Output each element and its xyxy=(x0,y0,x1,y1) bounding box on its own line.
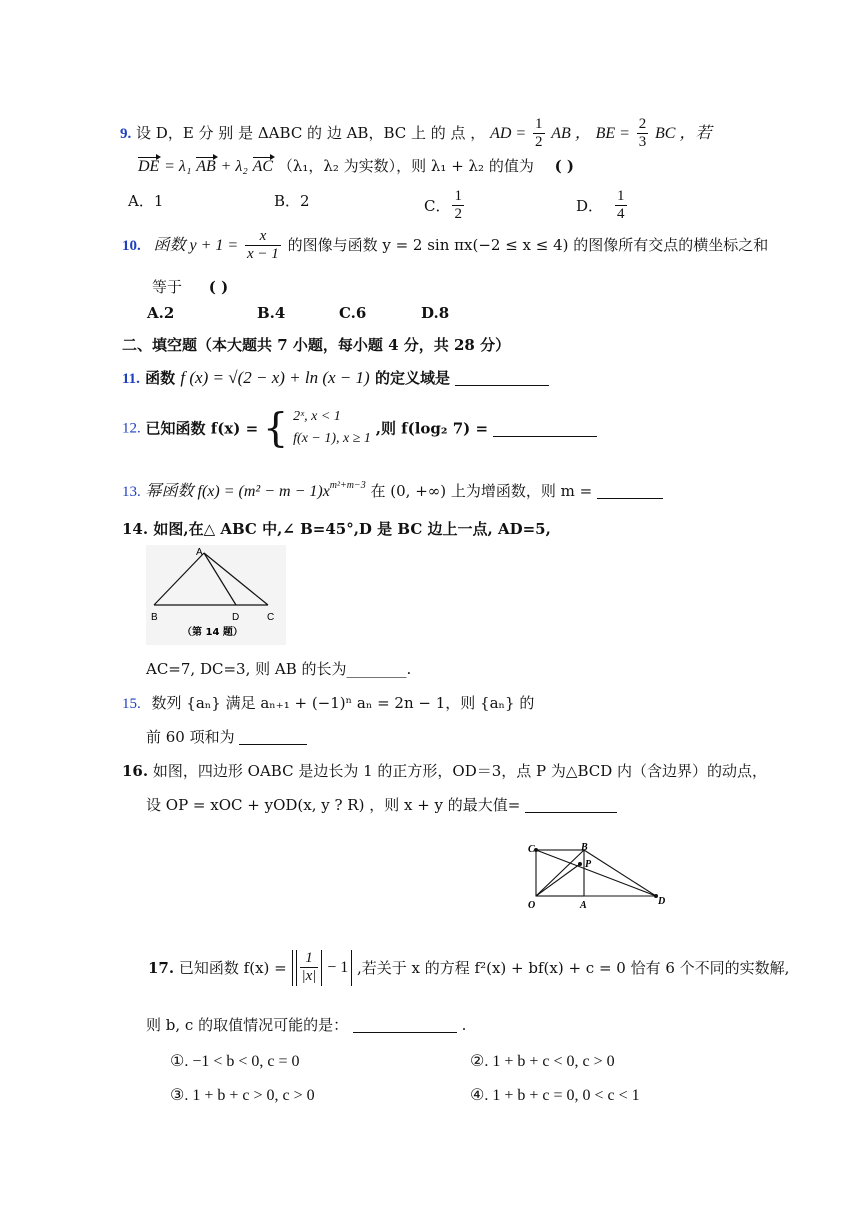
q9-be-fraction: $\frac{2}{3}$ xyxy=(638,116,647,151)
q13-number: 13. xyxy=(122,484,141,500)
q16-line1 xyxy=(122,762,767,780)
q17-line2 xyxy=(146,1016,466,1034)
q12-brace: { xyxy=(262,405,289,452)
q17-answer-blank[interactable] xyxy=(353,1016,457,1033)
q16-figure xyxy=(524,838,674,918)
q10-options xyxy=(147,304,507,324)
q16-line2-text: 设 OP = xOC + yOD(x, y ? R) ，则 x + y 的最大值= xyxy=(146,796,521,814)
q9-option-b: B．2 xyxy=(274,192,310,210)
q9-answer-paren: ( ) xyxy=(554,157,575,175)
q9-vector-ac: AC xyxy=(252,158,274,175)
q12-pre: 已知函数 f(x) = xyxy=(145,419,259,438)
q14-label-d: D xyxy=(232,612,240,623)
section-heading: 二、填空题（本大题共 7 小题，每小题 4 分，共 28 分） xyxy=(122,336,511,354)
q16-line1-text: 如图，四边形 OABC 是边长为 1 的正方形，OD＝3，点 P 为△BCD 内（含边界）的动点， xyxy=(152,762,768,780)
q16-segment-cd xyxy=(536,850,656,896)
q15-line2-text: 前 60 项和为 xyxy=(146,728,235,746)
q10-fraction: $\frac{x}{x - 1}$ xyxy=(247,228,279,263)
q9-eq-part: = λ₁ xyxy=(164,158,192,175)
q14-figure xyxy=(146,545,286,645)
q9-plus-part: + λ₂ xyxy=(220,158,248,175)
q11-pre: 函数 xyxy=(145,369,176,387)
q15-line1 xyxy=(122,694,534,713)
q16-segment-op xyxy=(536,864,580,896)
q16-label-o: O xyxy=(528,900,536,911)
q9-vector-de: DE xyxy=(138,158,160,175)
q10-pre: 函数 y + 1 = xyxy=(153,236,239,254)
q13-mid: 在 (0, +∞) 上为增函数，则 m = xyxy=(370,482,593,500)
q10-line2 xyxy=(152,278,228,296)
q16-number: 16. xyxy=(122,762,149,780)
q15-number: 15. xyxy=(122,696,141,712)
q10-option-d: D.8 xyxy=(421,304,450,322)
q11-expression: f (x) = √(2 − x) + ln (x − 1) xyxy=(180,368,370,387)
q17-mid: ,若关于 x 的方程 f²(x) + bf(x) + c = 0 恰有 6 个不同的实数解, xyxy=(357,958,790,977)
q12-number: 12. xyxy=(122,420,141,437)
q14-label-c: C xyxy=(267,612,275,623)
q11-answer-blank[interactable] xyxy=(455,369,549,386)
q10-answer-paren: ( ) xyxy=(208,278,229,296)
q13-answer-blank[interactable] xyxy=(597,482,663,499)
q13-exponent: m²+m−3 xyxy=(329,480,366,491)
q17-option-4: ④. 1 + b + c = 0, 0 < c < 1 xyxy=(470,1087,640,1104)
q14-label-b: B xyxy=(151,612,158,623)
q17-absolute-expression: $\frac{1}{|x|}$ − 1 xyxy=(292,950,353,986)
q9-text: 设 D，E 分 别 是 ΔABC 的 边 AB，BC 上 的 点 ， xyxy=(136,123,486,142)
q16-point-p xyxy=(578,862,582,866)
q14-line1-text: 如图,在△ ABC 中,∠ B=45°,D 是 BC 边上一点, AD=5, xyxy=(153,520,551,538)
q17-line1 xyxy=(148,950,789,986)
q16-label-p: P xyxy=(585,859,592,870)
q12-answer-blank[interactable] xyxy=(493,420,597,437)
q14-label-a: A xyxy=(196,547,203,558)
q10-line1 xyxy=(122,228,768,264)
q17-option-2: ②. 1 + b + c < 0, c > 0 xyxy=(470,1053,615,1070)
q10-tail: 的图像与函数 y = 2 sin πx(−2 ≤ x ≤ 4) 的图像所有交点的横坐标之和 xyxy=(287,235,769,254)
q9-ad-fraction: $\frac{1}{2}$ xyxy=(535,116,543,151)
q16-label-d: D xyxy=(658,896,666,907)
q14-caption: （第 14 题） xyxy=(182,627,243,638)
q13-pre: 幂函数 f(x) = (m² − m − 1)x xyxy=(145,483,330,500)
q12-line xyxy=(122,406,597,451)
q10-number: 10. xyxy=(122,237,141,254)
q9-ad-eq: AD = xyxy=(490,124,527,142)
q10-option-c: C.6 xyxy=(339,304,367,322)
q17-option-1: ①. −1 < b < 0, c = 0 xyxy=(170,1053,300,1070)
q9-line2 xyxy=(138,157,574,176)
q10-line2-text: 等于 xyxy=(152,278,183,296)
q10-option-b: B.4 xyxy=(257,304,286,322)
q16-segment-ob xyxy=(536,850,584,896)
q9-be-eq: BE = xyxy=(595,124,630,142)
q12-tail: ,则 f(log₂ 7) = xyxy=(375,419,489,438)
q17-line2-text: 则 b, c 的取值情况可能的是： xyxy=(146,1016,349,1034)
q17-pre: 已知函数 f(x) = xyxy=(178,958,287,977)
q9-line2-tail: （λ₁，λ₂ 为实数），则 λ₁ + λ₂ 的值为 xyxy=(277,157,534,175)
q17-option-3: ③. 1 + b + c > 0, c > 0 xyxy=(170,1087,315,1104)
q16-line2 xyxy=(146,796,617,814)
q9-option-d: D． $\frac{1}{4}$ xyxy=(576,188,625,223)
q12-cases: 2ˣ, x < 1 f(x − 1), x ≥ 1 xyxy=(293,409,371,447)
q14-number: 14. xyxy=(122,520,149,538)
q17-line2-end: . xyxy=(461,1016,467,1034)
q15-answer-blank[interactable] xyxy=(239,728,307,745)
q9-option-a: A．1 xyxy=(128,192,164,210)
q16-answer-blank[interactable] xyxy=(525,796,617,813)
q9-option-c: C． $\frac{1}{2}$ xyxy=(424,188,462,223)
q11-line xyxy=(122,368,549,388)
q17-number: 17. xyxy=(148,958,175,977)
q9-ad-tail: AB ， xyxy=(551,124,591,142)
q11-number: 11. xyxy=(122,371,140,387)
q16-label-b: B xyxy=(581,842,588,853)
q9-line1 xyxy=(120,116,711,152)
q14-line1 xyxy=(122,520,551,538)
q15-line1-text: 数列 {aₙ} 满足 aₙ₊₁ + (−1)ⁿ aₙ = 2n − 1，则 {aₙ} 的 xyxy=(151,694,535,712)
q9-vector-ab: AB xyxy=(196,158,216,175)
q14-line2: AC=7, DC=3, 则 AB 的长为________. xyxy=(146,660,412,678)
q9-number: 9. xyxy=(120,125,132,142)
q16-label-a: A xyxy=(580,900,587,911)
q9-options xyxy=(128,186,768,226)
q15-line2 xyxy=(146,728,307,746)
q16-label-c: C xyxy=(528,844,535,855)
q9-be-tail: BC ，若 xyxy=(655,124,712,142)
q13-line xyxy=(122,480,663,501)
q11-tail: 的定义域是 xyxy=(374,369,450,387)
q10-option-a: A.2 xyxy=(147,304,175,322)
